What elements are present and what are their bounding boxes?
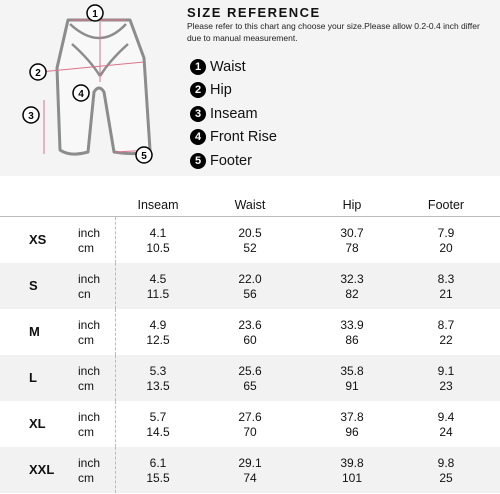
size-label: L xyxy=(29,370,37,385)
table-header xyxy=(0,192,500,217)
number-3-icon: 3 xyxy=(190,106,206,122)
footer-inch: 8.3 xyxy=(437,272,455,286)
inseam-inch: 4.1 xyxy=(149,226,167,240)
footer-cm: 22 xyxy=(439,333,453,347)
table-row xyxy=(0,355,500,401)
inseam-inch: 4.5 xyxy=(149,272,167,286)
legend-item-waist xyxy=(190,55,277,79)
unit-inch: inch xyxy=(78,226,101,240)
number-2-icon: 2 xyxy=(190,82,206,98)
inseam-cm: 13.5 xyxy=(146,379,170,393)
unit-inch: inch xyxy=(78,272,101,286)
unit-cm: cm xyxy=(78,241,94,255)
unit-inch: inch xyxy=(78,456,101,470)
hip-cm: 86 xyxy=(345,333,359,347)
inseam-cm: 14.5 xyxy=(146,425,170,439)
waist-inch: 20.5 xyxy=(238,226,262,240)
svg-text:5: 5 xyxy=(141,151,147,162)
hip-inch: 33.9 xyxy=(340,318,364,332)
size-label: XXL xyxy=(29,462,55,477)
inseam-inch: 6.1 xyxy=(149,456,167,470)
legend-label: Inseam xyxy=(210,105,258,122)
waist-cm: 65 xyxy=(243,379,257,393)
column-header-footer: Footer xyxy=(427,198,465,212)
hip-inch: 39.8 xyxy=(340,456,364,470)
inseam-inch: 5.3 xyxy=(149,364,167,378)
unit-inch: inch xyxy=(78,364,101,378)
waist-cm: 70 xyxy=(243,425,257,439)
svg-text:4: 4 xyxy=(78,89,84,100)
page-title: SIZE REFERENCE xyxy=(187,5,321,20)
unit-cm: cm xyxy=(78,333,94,347)
footer-cm: 25 xyxy=(439,471,453,485)
legend-item-inseam xyxy=(190,102,277,126)
table-row xyxy=(0,309,500,355)
marker-2 xyxy=(30,64,46,80)
hip-cm: 101 xyxy=(341,471,363,485)
waist-cm: 60 xyxy=(243,333,257,347)
footer-cm: 23 xyxy=(439,379,453,393)
column-divider xyxy=(115,263,116,309)
inseam-inch: 4.9 xyxy=(149,318,167,332)
footer-inch: 8.7 xyxy=(437,318,455,332)
number-4-icon: 4 xyxy=(190,129,206,145)
size-label: XL xyxy=(29,416,46,431)
footer-inch: 9.4 xyxy=(437,410,455,424)
column-divider xyxy=(115,309,116,355)
column-header-hip: Hip xyxy=(342,198,362,212)
hip-inch: 30.7 xyxy=(340,226,364,240)
legend-label: Front Rise xyxy=(210,129,277,146)
table-row xyxy=(0,401,500,447)
hip-cm: 96 xyxy=(345,425,359,439)
svg-text:2: 2 xyxy=(35,68,41,79)
svg-text:1: 1 xyxy=(92,9,98,20)
hip-inch: 35.8 xyxy=(340,364,364,378)
column-divider xyxy=(115,355,116,401)
footer-cm: 21 xyxy=(439,287,453,301)
hip-inch: 32.3 xyxy=(340,272,364,286)
hip-cm: 78 xyxy=(345,241,359,255)
size-label: S xyxy=(29,278,38,293)
legend-item-footer xyxy=(190,149,277,173)
svg-text:3: 3 xyxy=(28,111,34,122)
unit-cm: cm xyxy=(78,471,94,485)
shorts-outline xyxy=(57,20,150,154)
footer-cm: 24 xyxy=(439,425,453,439)
legend xyxy=(190,55,277,173)
waist-inch: 27.6 xyxy=(238,410,262,424)
unit-inch: inch xyxy=(78,318,101,332)
table-row xyxy=(0,217,500,263)
inseam-inch: 5.7 xyxy=(149,410,167,424)
size-table xyxy=(0,192,500,493)
column-divider xyxy=(115,401,116,447)
waist-inch: 22.0 xyxy=(238,272,262,286)
footer-cm: 20 xyxy=(439,241,453,255)
hip-cm: 91 xyxy=(345,379,359,393)
legend-item-front-rise xyxy=(190,126,277,150)
number-5-icon: 5 xyxy=(190,153,206,169)
table-row xyxy=(0,263,500,309)
unit-inch: inch xyxy=(78,410,101,424)
column-divider xyxy=(115,217,116,263)
column-divider xyxy=(115,447,116,493)
unit-cm: cn xyxy=(78,287,91,301)
waist-inch: 25.6 xyxy=(238,364,262,378)
waist-cm: 74 xyxy=(243,471,257,485)
number-1-icon: 1 xyxy=(190,59,206,75)
measurement-note: Please refer to this chart ang choose your size.Please allow 0.2-0.4 inch differ due to manual measurement. xyxy=(187,21,480,43)
table-row xyxy=(0,447,500,493)
shorts-diagram xyxy=(20,0,170,176)
waist-inch: 29.1 xyxy=(238,456,262,470)
legend-label: Footer xyxy=(210,152,252,169)
footer-inch: 7.9 xyxy=(437,226,455,240)
inseam-cm: 12.5 xyxy=(146,333,170,347)
hip-cm: 82 xyxy=(345,287,359,301)
unit-cm: cm xyxy=(78,425,94,439)
legend-item-hip xyxy=(190,79,277,103)
column-header-inseam: Inseam xyxy=(137,198,179,212)
marker-4 xyxy=(73,85,89,101)
marker-3 xyxy=(23,107,39,123)
legend-label: Hip xyxy=(210,82,232,99)
hip-inch: 37.8 xyxy=(340,410,364,424)
size-label: M xyxy=(29,324,40,339)
size-reference-panel xyxy=(0,0,500,176)
waist-cm: 52 xyxy=(243,241,257,255)
marker-1 xyxy=(87,5,103,21)
legend-label: Waist xyxy=(210,58,246,75)
waist-inch: 23.6 xyxy=(238,318,262,332)
column-header-waist: Waist xyxy=(234,198,266,212)
size-label: XS xyxy=(29,232,47,247)
inseam-cm: 15.5 xyxy=(146,471,170,485)
inseam-cm: 10.5 xyxy=(146,241,170,255)
footer-inch: 9.1 xyxy=(437,364,455,378)
unit-cm: cm xyxy=(78,379,94,393)
footer-inch: 9.8 xyxy=(437,456,455,470)
inseam-cm: 11.5 xyxy=(146,287,170,301)
marker-5 xyxy=(136,147,152,163)
waist-cm: 56 xyxy=(243,287,257,301)
